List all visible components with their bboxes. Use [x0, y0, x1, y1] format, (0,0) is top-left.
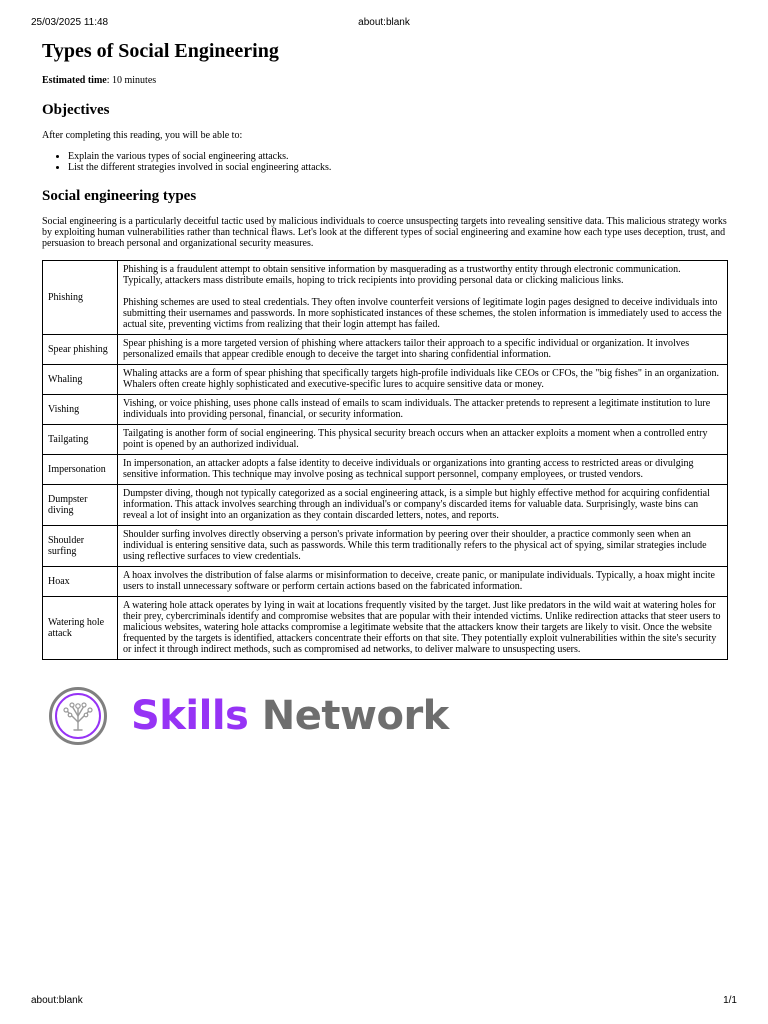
types-intro: Social engineering is a particularly deceitful tactic used by malicious individuals to coerce unsuspecting targets into revealing sensitive data. This malicious strategy works by exploiting human vulnerabilities rather than technical flaws. Let's look at the different types of social engineering and examine how each type uses deception, trust, and persuasion to breach personal and organizational security measures. [42, 216, 727, 249]
term-cell: Tailgating [43, 425, 118, 455]
description-cell [118, 455, 728, 485]
description-paragraph: Whaling attacks are a form of spear phishing that specifically targets high-profile individuals like CEOs or CFOs, the "big fishes" in an organization. Whalers often create highly sophisticated and executive-specific lures to acquire sensitive data or money. [123, 368, 719, 390]
table-row [43, 261, 728, 335]
estimated-time [42, 74, 728, 87]
print-datetime: 25/03/2025 11:48 [31, 17, 109, 28]
skills-network-badge-icon [48, 686, 108, 746]
print-footer [31, 995, 737, 1009]
types-heading: Social engineering types [42, 188, 197, 204]
description-cell [118, 261, 728, 335]
table-row [43, 485, 728, 526]
objectives-heading: Objectives [42, 102, 110, 118]
document-body [42, 38, 728, 660]
term-cell: Spear phishing [43, 335, 118, 365]
table-row [43, 425, 728, 455]
description-cell [118, 485, 728, 526]
description-paragraph: Phishing schemes are used to steal credentials. They often involve counterfeit versions of legitimate login pages designed to deceive individuals into submitting their usernames and passwords. In more sophisticated instances of these schemes, the stolen information is immediately used to access the actual site, preventing victims from realizing that their login attempt has failed. [123, 297, 722, 330]
objective-item: • Explain the various types of social engineering attacks. [68, 151, 728, 162]
print-url: about:blank [358, 17, 410, 28]
description-paragraph: Phishing is a fraudulent attempt to obtain sensitive information by masquerading as a trustworthy entity through electronic communication. Typically, attackers mass distribute emails, hoping to trick recipients into providing personal data or clicking malicious links. [123, 264, 681, 286]
description-paragraph: Shoulder surfing involves directly observing a person's private information by peering over their shoulder, a practice commonly seen when an individual is entering sensitive data, such as passwords. While this term traditionally refers to the physical act of spying, similar strategies include using reflective surfaces to view credentials. [123, 529, 707, 562]
objectives-intro: After completing this reading, you will be able to: [42, 130, 243, 141]
table-row [43, 567, 728, 597]
term-cell: Vishing [43, 395, 118, 425]
estimated-time-label: Estimated time [42, 75, 107, 86]
table-row [43, 395, 728, 425]
skills-network-logo [48, 686, 468, 746]
description-cell [118, 526, 728, 567]
objectives-list [42, 151, 728, 173]
table-row [43, 597, 728, 660]
objective-item: • List the different strategies involved in social engineering attacks. [68, 162, 728, 173]
table-row [43, 526, 728, 567]
description-cell [118, 395, 728, 425]
term-cell: Phishing [43, 261, 118, 335]
page-title: Types of Social Engineering [42, 40, 279, 62]
description-paragraph: A hoax involves the distribution of false alarms or misinformation to deceive, create panic, or manipulate individuals. Typically, a hoax might incite users to install unnecessary software or perform certain actions based on the fabricated information. [123, 570, 715, 592]
description-cell [118, 597, 728, 660]
term-cell: Dumpster diving [43, 485, 118, 526]
description-cell [118, 365, 728, 395]
description-paragraph: Vishing, or voice phishing, uses phone calls instead of emails to scam individuals. The attacker pretends to represent a legitimate institution to lure individuals into providing personal, financial, or security information. [123, 398, 711, 420]
social-engineering-types-table [42, 260, 728, 660]
page-number: 1/1 [723, 995, 737, 1006]
table-row [43, 455, 728, 485]
description-paragraph: Spear phishing is a more targeted version of phishing where attackers tailor their approach to a specific individual or organization. It involves personalized emails that appear credible enough to deceive the target into sharing confidential information. [123, 338, 690, 360]
description-paragraph: Dumpster diving, though not typically categorized as a social engineering attack, is a simple but highly effective method for acquiring confidential information. This attack involves searching through an individual's or company's discarded items for valuable data. Surprisingly, waste bins can reveal a lot of insight into an organization as they contain discarded letters, notes, and reports. [123, 488, 710, 521]
table-row [43, 335, 728, 365]
term-cell: Whaling [43, 365, 118, 395]
logo-word-network: Network [261, 693, 449, 739]
description-paragraph: A watering hole attack operates by lying in wait at locations frequently visited by the target. Just like predators in the wild wait at watering holes for their prey, cybercriminals identify and compromise websites that are popular with their intended victims. Unlike redirection attacks that steer users to malicious websites, watering hole attacks compromise a legitimate website that the attackers know their targets are likely to visit. Once the website frequented by the targets is identified, attackers concentrate their efforts on that site. They potentially exploit vulnerabilities within the site's security or infect it through indirect methods, such as compromised ad networks, to deliver malware to unsuspecting users. [123, 600, 721, 655]
logo-wordmark [131, 690, 449, 742]
term-cell: Hoax [43, 567, 118, 597]
term-cell: Watering hole attack [43, 597, 118, 660]
description-cell [118, 335, 728, 365]
estimated-time-value: : 10 minutes [106, 75, 157, 86]
description-cell [118, 425, 728, 455]
description-cell [118, 567, 728, 597]
table-row [43, 365, 728, 395]
logo-word-skills: Skills [131, 693, 249, 739]
term-cell: Impersonation [43, 455, 118, 485]
description-paragraph: Tailgating is another form of social engineering. This physical security breach occurs when an attacker exploits a moment when a controlled entry point is opened by an authorized individual. [123, 428, 708, 450]
footer-url: about:blank [31, 995, 83, 1006]
print-header [31, 17, 737, 31]
term-cell: Shoulder surfing [43, 526, 118, 567]
description-paragraph: In impersonation, an attacker adopts a false identity to deceive individuals or organizations into granting access to restricted areas or divulging sensitive information. This technique may involve posing as technical support personnel, company employees, or trusted vendors. [123, 458, 694, 480]
